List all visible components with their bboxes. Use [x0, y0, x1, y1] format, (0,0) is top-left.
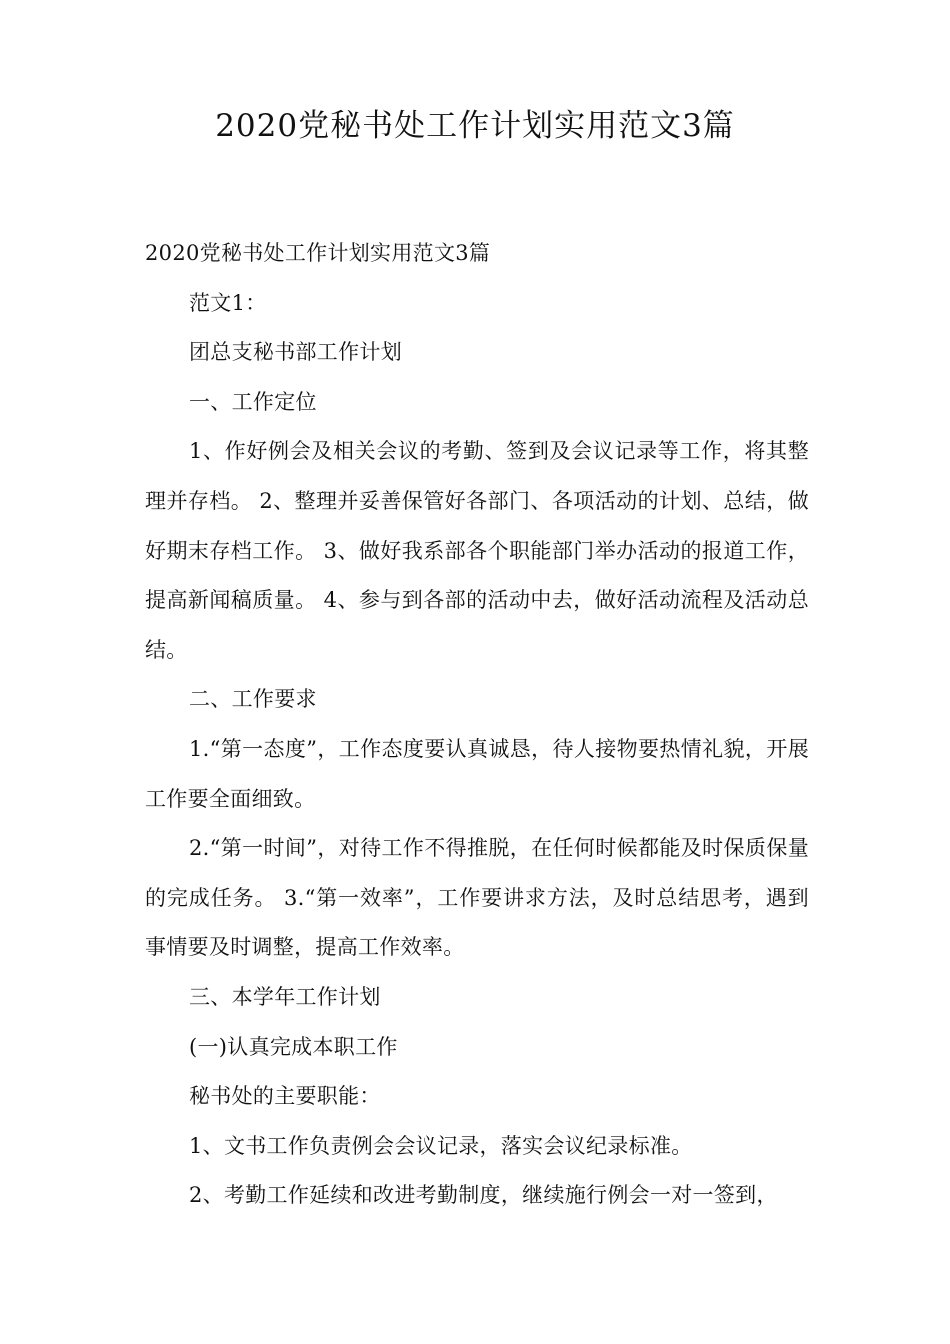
paragraph-main-functions: 秘书处的主要职能： [189, 1084, 381, 1109]
document-body [145, 229, 809, 1221]
plan-title: 团总支秘书部工作计划 [189, 340, 402, 365]
paragraph-work-positioning: 1、作好例会及相关会议的考勤、签到及会议记录等工作，将其整理并存档。 2、整理并妥善保管好各部门、各项活动的计划、总结，做好期末存档工作。 3、做好我系部各个职能部门举办活动的报道工作，提高新闻稿质量。 4、参与到各部的活动中去，做好活动流程及活动总结。 [145, 439, 809, 662]
section-heading-3: 三、本学年工作计划 [189, 984, 381, 1009]
paragraph-first-attitude: 1.“第一态度”，工作态度要认真诚恳，待人接物要热情礼貌，开展工作要全面细致。 [145, 736, 809, 811]
list-item-clerical-work: 1、文书工作负责例会会议记录，落实会议纪录标准。 [189, 1133, 693, 1158]
subsection-heading-1: (一)认真完成本职工作 [189, 1034, 398, 1059]
body-subtitle: 2020党秘书处工作计划实用范文3篇 [145, 241, 491, 265]
document-title: 2020党秘书处工作计划实用范文3篇 [215, 108, 735, 144]
sample-heading: 范文1： [189, 290, 267, 315]
section-heading-2: 二、工作要求 [189, 687, 317, 712]
paragraph-first-time: 2.“第一时间”，对待工作不得推脱，在任何时候都能及时保质保量的完成任务。 3.“第一效率”，工作要讲求方法，及时总结思考，遇到事情要及时调整，提高工作效率。 [145, 836, 809, 960]
section-heading-1: 一、工作定位 [189, 389, 317, 414]
list-item-attendance-work: 2、考勤工作延续和改进考勤制度，继续施行例会一对一签到， [189, 1183, 778, 1208]
